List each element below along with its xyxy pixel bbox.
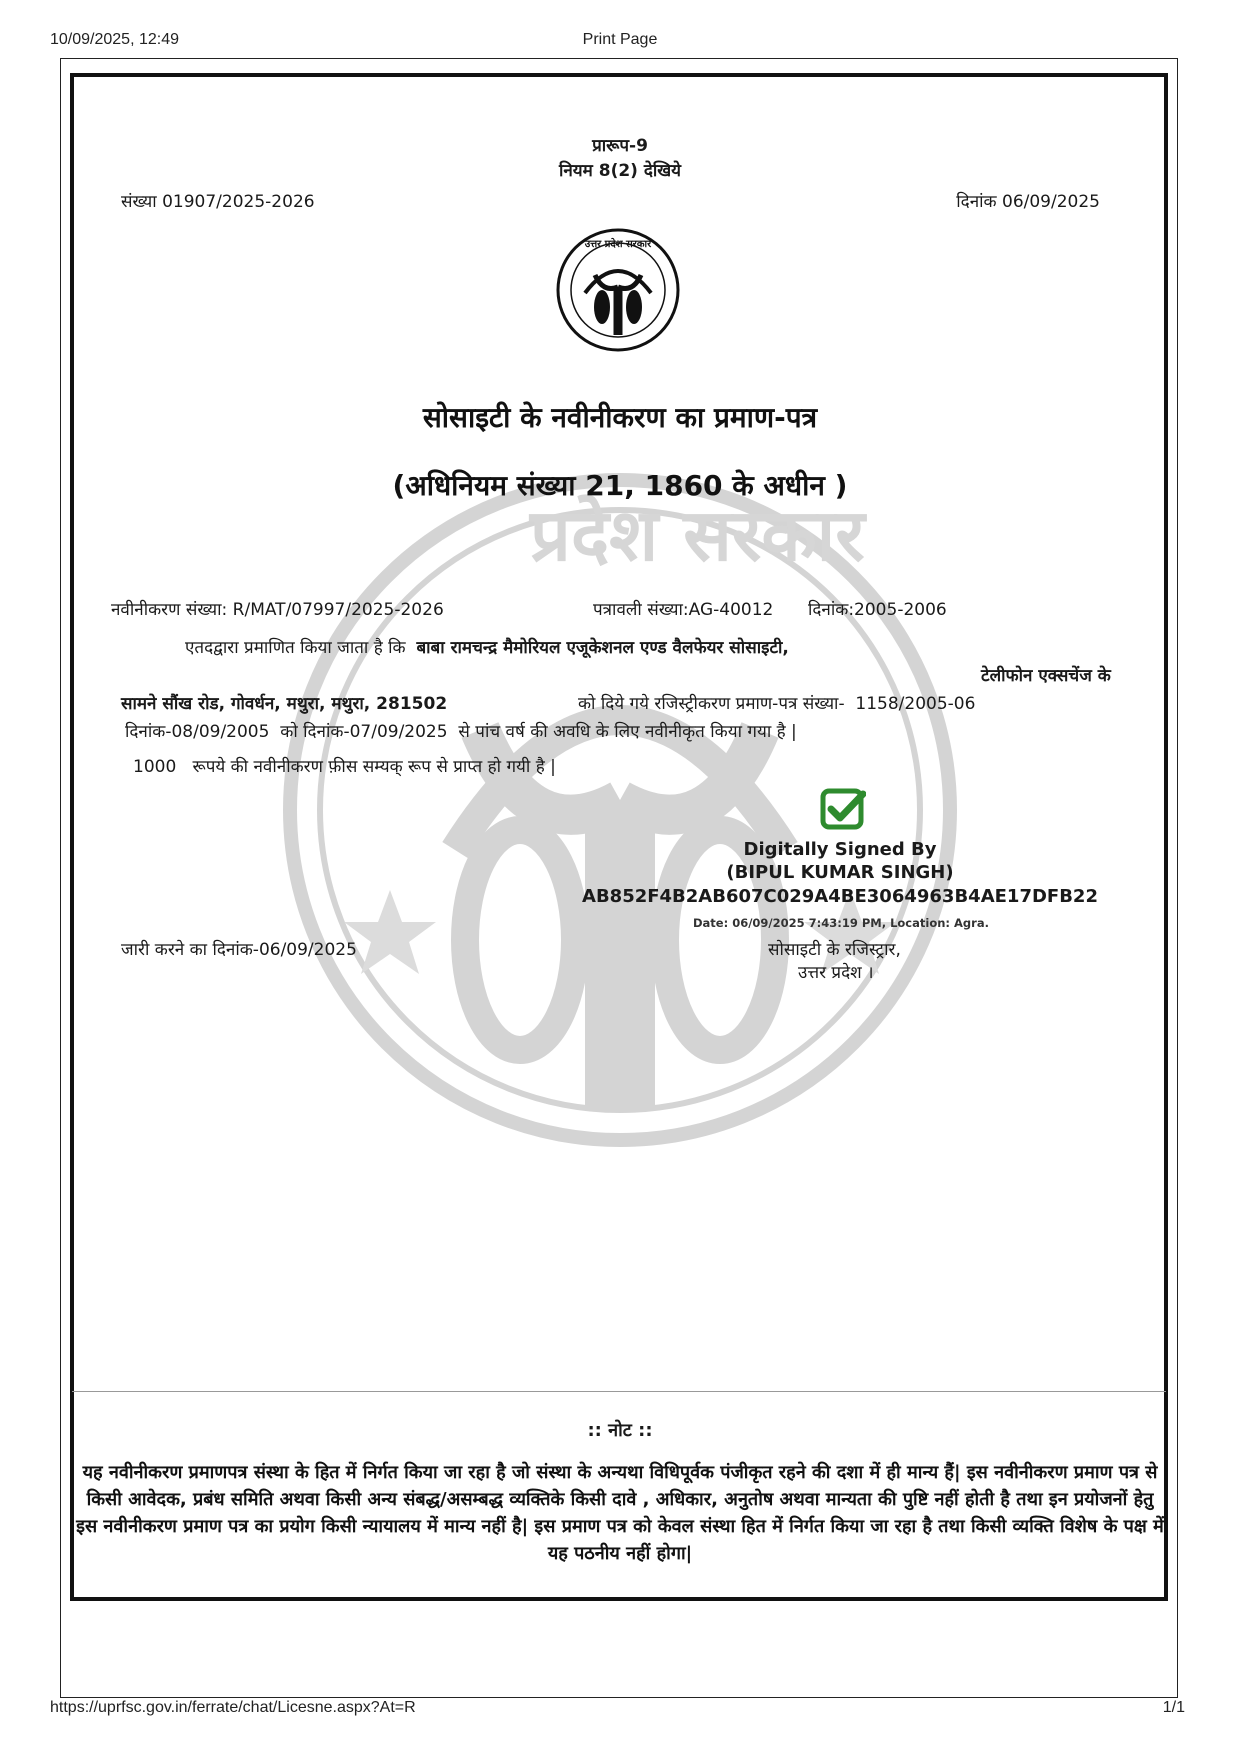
note-divider [72,1391,1166,1392]
signature-date-location: Date: 06/09/2025 7:43:19 PM, Location: Agra. [693,916,989,930]
registrar-title: सोसाइटी के रजिस्ट्रार, [768,940,901,960]
para-intro: एतदद्वारा प्रमाणित किया जाता है कि [185,638,406,658]
signature-hash: AB852F4B2AB607C029A4BE3064963B4AE17DFB22 [582,886,1098,907]
certification-line-2b [578,690,975,718]
fee-line [133,753,556,781]
issue-date: जारी करने का दिनांक-06/09/2025 [121,940,357,960]
certification-line-3 [125,718,797,746]
signer-name: (BIPUL KUMAR SINGH) [726,862,954,883]
note-heading: :: नोट :: [587,1420,653,1441]
page-number: 1/1 [1162,1699,1185,1716]
renewal-period-text: से पांच वर्ष की अवधि के लिए नवीनीकृत किया गया है | [458,722,797,742]
renewal-number: नवीनीकरण संख्या: R/MAT/07997/2025-2026 [111,600,444,620]
signed-by-label: Digitally Signed By [743,839,937,860]
file-number: पत्रावली संख्या:AG-40012 [593,600,774,620]
file-date: दिनांक:2005-2006 [808,600,947,620]
certificate-date: दिनांक 06/09/2025 [956,192,1100,212]
registration-date: दिनांक-08/09/2005 [125,722,270,742]
para-mid: को दिये गये रजिस्ट्रीकरण प्रमाण-पत्र संख्या- [578,694,845,714]
check-badge-icon [820,788,866,830]
society-address: टेलीफोन एक्सचेंज के सामने सौंख रोड, गोवर्धन, मथुरा, मथुरा, 281502 [121,666,1111,714]
fee-text: रूपये की नवीनीकरण फ़ीस सम्यक् रूप से प्राप्त हो गयी है | [192,757,556,777]
act-subtitle: (अधिनियम संख्या 21, 1860 के अधीन ) [392,469,848,502]
rule-reference: नियम 8(2) देखिये [558,161,682,181]
note-text: यह नवीनीकरण प्रमाणपत्र संस्था के हित में निर्गत किया जा रहा है जो संस्था के अन्यथा विधिपूर्वक पंजीकृत रहने की दशा में ही मान्य हैं| इस नवीनीकरण प्रमाण पत्र से किसी आवेदक, प्रबंध समिति अथवा किसी अन्य संबद्ध/असम्बद्ध व्यक्तिके किसी दावे , अधिकार, अनुतोष अथवा मान्यता की पुष्टि नहीं होती है तथा इन प्रयोजनों हेतु इस नवीनीकरण प्रमाण पत्र का प्रयोग किसी न्यायालय में मान्य नहीं है| इस प्रमाण पत्र को केवल संस्था हित में निर्गत किया जा रहा है तथा किसी व्यक्ति विशेष के पक्ष में यह पठनीय नहीं होगा| [76,1462,1164,1564]
renewed-from-date: को दिनांक-07/09/2025 [280,722,448,742]
registration-certificate-number: 1158/2005-06 [855,694,976,714]
certification-line-1 [185,634,789,662]
society-name: बाबा रामचन्द्र मैमोरियल एजूकेशनल एण्ड वैलफेयर सोसाइटी, [416,638,789,658]
certificate-number: संख्या 01907/2025-2026 [121,192,315,212]
up-government-emblem-icon [555,227,681,353]
print-datetime: 10/09/2025, 12:49 [50,31,180,48]
form-title: प्रारूप-9 [592,136,648,156]
seal-text: उत्तर प्रदेश सरकार [584,239,652,250]
watermark-text: प्रदेश सरकार [530,493,865,577]
registrar-state: उत्तर प्रदेश । [798,963,874,983]
fee-amount: 1000 [133,757,177,777]
print-page-title: Print Page [582,31,658,48]
page-url: https://uprfsc.gov.in/ferrate/chat/Licesne.aspx?At=R [50,1699,416,1716]
main-title: सोसाइटी के नवीनीकरण का प्रमाण-पत्र [422,401,818,434]
